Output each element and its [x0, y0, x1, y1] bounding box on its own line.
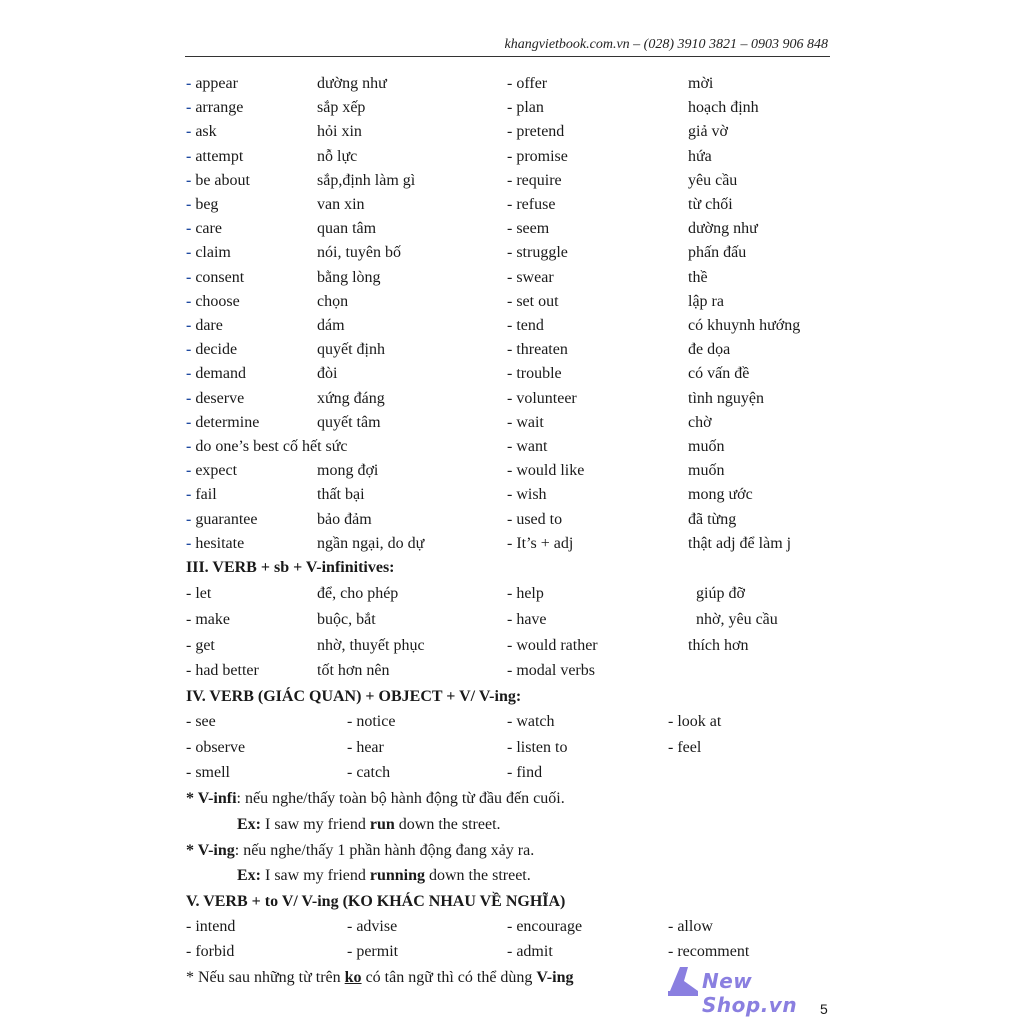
term-en [186, 267, 244, 289]
example-text: down the street. [425, 867, 531, 884]
term-en-2 [507, 121, 564, 143]
term-en [186, 363, 246, 385]
term-vi: hỏi xin [317, 123, 362, 140]
term-vi: sắp,định làm gì [317, 172, 416, 189]
term-en-text: demand [195, 365, 246, 382]
bullet-dash: - [507, 390, 517, 407]
verb: - encourage [507, 918, 583, 935]
meaning: để, cho phép [317, 585, 399, 602]
bullet-dash: - [507, 341, 517, 358]
example-1 [237, 814, 501, 836]
verb: - find [507, 764, 543, 781]
list-row [0, 218, 1024, 240]
list-row [0, 388, 1024, 410]
term-en-text: threaten [516, 341, 568, 358]
term-vi-2: thề [688, 269, 708, 286]
term-vi: đòi [317, 365, 338, 382]
term-vi-2: dường như [688, 220, 758, 237]
term-vi: ngần ngại, do dự [317, 535, 425, 552]
term-en-2 [507, 146, 568, 168]
meaning: tốt hơn nên [317, 662, 390, 679]
term-vi: chọn [317, 293, 349, 310]
verb: - intend [186, 918, 236, 935]
verb: - get [186, 637, 215, 654]
table-row [0, 583, 1024, 605]
term-vi: dám [317, 317, 345, 334]
term-en [186, 170, 250, 192]
term-en-2 [507, 412, 544, 434]
term-en-2 [507, 194, 555, 216]
term-en [186, 436, 348, 458]
bullet-dash: - [507, 99, 517, 116]
term-en-text: beg [195, 196, 219, 213]
section-heading-iii: III. VERB + sb + V-infinitives: [186, 559, 395, 576]
term-en [186, 291, 240, 313]
note-ko: ko [344, 969, 362, 986]
term-vi: bằng lòng [317, 269, 381, 286]
term-vi-2: mời [688, 75, 714, 92]
term-en-2 [507, 339, 568, 361]
term-en-2 [507, 73, 547, 95]
bullet-dash: - [186, 196, 196, 213]
newshop-logo [664, 963, 829, 1017]
bullet-dash: - [186, 462, 196, 479]
term-vi-2: giả vờ [688, 123, 729, 140]
term-en-text: want [516, 438, 548, 455]
page-header [185, 36, 830, 57]
list-row [0, 460, 1024, 482]
term-vi: quan tâm [317, 220, 377, 237]
verb: - let [186, 585, 212, 602]
term-vi: mong đợi [317, 462, 379, 479]
verb: - advise [347, 918, 398, 935]
term-en-text: attempt [195, 148, 244, 165]
term-vi-2: thật adj để làm j [688, 535, 792, 552]
term-en-2 [507, 97, 544, 119]
list-row [0, 121, 1024, 143]
meaning: nhờ, yêu cầu [696, 611, 778, 628]
list-row [0, 509, 1024, 531]
term-en-2 [507, 436, 547, 458]
term-en-text: set out [516, 293, 559, 310]
bullet-dash: - [186, 75, 196, 92]
shopping-bag-icon [664, 963, 704, 999]
term-en-text: ask [195, 123, 217, 140]
term-en-text: seem [516, 220, 550, 237]
term-en-text: claim [195, 244, 231, 261]
term-vi-2: muốn [688, 438, 725, 455]
term-en-text: plan [516, 99, 544, 116]
term-en-text: hesitate [195, 535, 245, 552]
note-text: có tân ngữ thì có thể dùng [361, 969, 537, 986]
term-en-2 [507, 170, 562, 192]
term-vi: van xin [317, 196, 365, 213]
bullet-dash: - [186, 535, 196, 552]
term-en-text: consent [195, 269, 245, 286]
list-row [0, 291, 1024, 313]
verb: - notice [347, 713, 396, 730]
list-row [0, 73, 1024, 95]
list-row [0, 267, 1024, 289]
term-en [186, 146, 243, 168]
term-vi-2: muốn [688, 462, 725, 479]
bullet-dash: - [507, 148, 517, 165]
table-row [0, 660, 1024, 682]
term-vi-2: có khuynh hướng [688, 317, 801, 334]
bullet-dash: - [186, 220, 196, 237]
term-vi-2: hứa [688, 148, 712, 165]
bullet-dash: - [186, 486, 196, 503]
bullet-dash: - [186, 269, 196, 286]
table-row [0, 916, 1024, 938]
verb: - have [507, 611, 547, 628]
bullet-dash: - [186, 365, 196, 382]
term-en-text: offer [516, 75, 548, 92]
verb: - had better [186, 662, 259, 679]
term-en-2 [507, 267, 554, 289]
bullet-dash: - [186, 99, 196, 116]
example-label: Ex: [237, 816, 261, 833]
verb: - modal verbs [507, 662, 595, 679]
verb: - hear [347, 739, 384, 756]
term-en [186, 460, 237, 482]
term-vi-2: chờ [688, 414, 712, 431]
term-en-text: volunteer [516, 390, 577, 407]
bullet-dash: - [507, 414, 517, 431]
term-en-text: care [195, 220, 222, 237]
term-vi: quyết định [317, 341, 385, 358]
bullet-dash: - [507, 511, 517, 528]
term-en-text: fail [195, 486, 217, 503]
term-en-2 [507, 509, 562, 531]
term-en-2 [507, 242, 568, 264]
term-en [186, 509, 258, 531]
term-en-2 [507, 533, 573, 555]
term-en-text: wish [516, 486, 547, 503]
term-en-text: choose [195, 293, 240, 310]
note-label: * V-infi [186, 790, 237, 807]
example-text: I saw my friend [261, 867, 370, 884]
table-row [0, 762, 1024, 784]
bullet-dash: - [186, 390, 196, 407]
list-row [0, 170, 1024, 192]
bullet-dash: - [186, 317, 196, 334]
bullet-dash: - [507, 244, 517, 261]
term-vi: xứng đáng [317, 390, 385, 407]
bullet-dash: - [186, 293, 196, 310]
verb: - allow [668, 918, 713, 935]
term-vi-2: yêu cầu [688, 172, 738, 189]
list-row [0, 315, 1024, 337]
term-en-text: arrange [195, 99, 244, 116]
term-en-text: struggle [516, 244, 568, 261]
verb: - permit [347, 943, 399, 960]
bullet-dash: - [186, 148, 196, 165]
term-en-text: be about [195, 172, 250, 189]
term-en [186, 533, 244, 555]
verb: - forbid [186, 943, 235, 960]
term-en-text: used to [516, 511, 563, 528]
meaning: thích hơn [688, 637, 749, 654]
term-en-2 [507, 363, 562, 385]
note-v-ing [186, 840, 534, 862]
meaning: buộc, bắt [317, 611, 376, 628]
verb: - watch [507, 713, 555, 730]
term-en-text: appear [195, 75, 238, 92]
term-vi: thất bại [317, 486, 365, 503]
verb: - would rather [507, 637, 598, 654]
term-vi-2: đe dọa [688, 341, 731, 358]
bullet-dash: - [507, 123, 517, 140]
term-en-text: promise [516, 148, 568, 165]
bullet-dash: - [507, 365, 517, 382]
section-heading-v: V. VERB + to V/ V-ing (KO KHÁC NHAU VỀ NGHĨA) [186, 893, 566, 910]
table-row [0, 941, 1024, 963]
term-vi: nỗ lực [317, 148, 358, 165]
term-vi: dường như [317, 75, 387, 92]
note-text: * Nếu sau những từ trên [186, 969, 345, 986]
term-vi-2: tình nguyện [688, 390, 764, 407]
term-vi-2: hoạch định [688, 99, 759, 116]
header-contact: khangvietbook.com.vn – (028) 3910 3821 – 0903 906 848 [504, 37, 828, 52]
verb: - help [507, 585, 544, 602]
term-en [186, 315, 223, 337]
bullet-dash: - [186, 244, 196, 261]
term-en-text: expect [195, 462, 238, 479]
term-en-2 [507, 291, 559, 313]
bullet-dash: - [186, 341, 196, 358]
term-vi: nói, tuyên bố [317, 244, 401, 261]
term-en-text: trouble [516, 365, 562, 382]
term-en-text: guarantee [195, 511, 258, 528]
bullet-dash: - [507, 317, 517, 334]
verb: - look at [668, 713, 722, 730]
term-en-text: deserve [195, 390, 245, 407]
term-vi: quyết tâm [317, 414, 381, 431]
list-row [0, 339, 1024, 361]
bullet-dash: - [186, 172, 196, 189]
term-en-text: wait [516, 414, 544, 431]
term-en-text: dare [195, 317, 223, 334]
example-label: Ex: [237, 867, 261, 884]
bullet-dash: - [507, 172, 517, 189]
list-row [0, 97, 1024, 119]
term-vi: sắp xếp [317, 99, 366, 116]
bullet-dash: - [507, 535, 517, 552]
bullet-dash: - [186, 414, 196, 431]
bullet-dash: - [507, 75, 517, 92]
verb: - make [186, 611, 230, 628]
bullet-dash: - [507, 438, 517, 455]
logo-text: New Shop.vn [702, 969, 798, 1017]
note-label: * V-ing [186, 842, 235, 859]
example-text: I saw my friend [261, 816, 370, 833]
term-en-text: decide [195, 341, 238, 358]
list-row [0, 436, 1024, 458]
term-en [186, 412, 259, 434]
list-row [0, 412, 1024, 434]
term-en [186, 194, 218, 216]
example-text: down the street. [394, 816, 501, 833]
term-en-2 [507, 218, 549, 240]
term-en [186, 73, 238, 95]
term-en-2 [507, 388, 577, 410]
term-en [186, 242, 231, 264]
term-vi-2: từ chối [688, 196, 733, 213]
term-vi: bảo đảm [317, 511, 372, 528]
table-row [0, 609, 1024, 631]
term-vi-2: mong ước [688, 486, 753, 503]
term-vi-2: có vấn đề [688, 365, 750, 382]
term-en-text: tend [516, 317, 544, 334]
note-text: : nếu nghe/thấy toàn bộ hành động từ đầu đến cuối. [236, 790, 565, 807]
verb: - admit [507, 943, 553, 960]
table-row [0, 737, 1024, 759]
table-row [0, 711, 1024, 733]
term-en-text: determine [195, 414, 260, 431]
term-en-text: swear [516, 269, 554, 286]
table-row [0, 635, 1024, 657]
bullet-dash: - [186, 123, 196, 140]
example-bold: run [369, 816, 395, 833]
term-en [186, 484, 217, 506]
term-en [186, 388, 244, 410]
bullet-dash: - [507, 462, 517, 479]
term-vi-2: phấn đấu [688, 244, 747, 261]
bullet-dash: - [186, 438, 196, 455]
meaning: giúp đỡ [696, 585, 745, 602]
verb: - recomment [668, 943, 750, 960]
bullet-dash: - [507, 220, 517, 237]
note-text: : nếu nghe/thấy 1 phần hành động đang xảy ra. [234, 842, 535, 859]
meaning: nhờ, thuyết phục [317, 637, 425, 654]
term-en-2 [507, 460, 584, 482]
note-bold: V-ing [536, 969, 574, 986]
term-en-text: It’s + adj [516, 535, 574, 552]
list-row [0, 194, 1024, 216]
term-en-text: pretend [516, 123, 565, 140]
term-en [186, 97, 243, 119]
note-section-v [186, 967, 573, 989]
list-row [0, 484, 1024, 506]
bullet-dash: - [507, 293, 517, 310]
list-row [0, 363, 1024, 385]
term-vi-2: đã từng [688, 511, 737, 528]
page-number: 5 [820, 1001, 828, 1017]
verb: - catch [347, 764, 391, 781]
bullet-dash: - [186, 511, 196, 528]
term-en-text: would like [516, 462, 585, 479]
term-en-2 [507, 315, 544, 337]
term-vi-2: lập ra [688, 293, 724, 310]
example-2 [237, 865, 531, 887]
term-en-text: do one’s best cố hết sức [195, 438, 348, 455]
list-row [0, 146, 1024, 168]
bullet-dash: - [507, 196, 517, 213]
verb: - see [186, 713, 216, 730]
term-en [186, 339, 237, 361]
verb: - observe [186, 739, 246, 756]
section-heading-iv: IV. VERB (GIÁC QUAN) + OBJECT + V/ V-ing: [186, 688, 522, 705]
term-en-text: require [516, 172, 562, 189]
example-bold: running [369, 867, 425, 884]
note-v-infi [186, 788, 565, 810]
verb: - listen to [507, 739, 568, 756]
verb: - smell [186, 764, 230, 781]
list-row [0, 242, 1024, 264]
verb: - feel [668, 739, 702, 756]
list-row [0, 533, 1024, 555]
term-en-2 [507, 484, 547, 506]
term-en-text: refuse [516, 196, 556, 213]
bullet-dash: - [507, 486, 517, 503]
bullet-dash: - [507, 269, 517, 286]
term-en [186, 218, 222, 240]
term-en [186, 121, 217, 143]
